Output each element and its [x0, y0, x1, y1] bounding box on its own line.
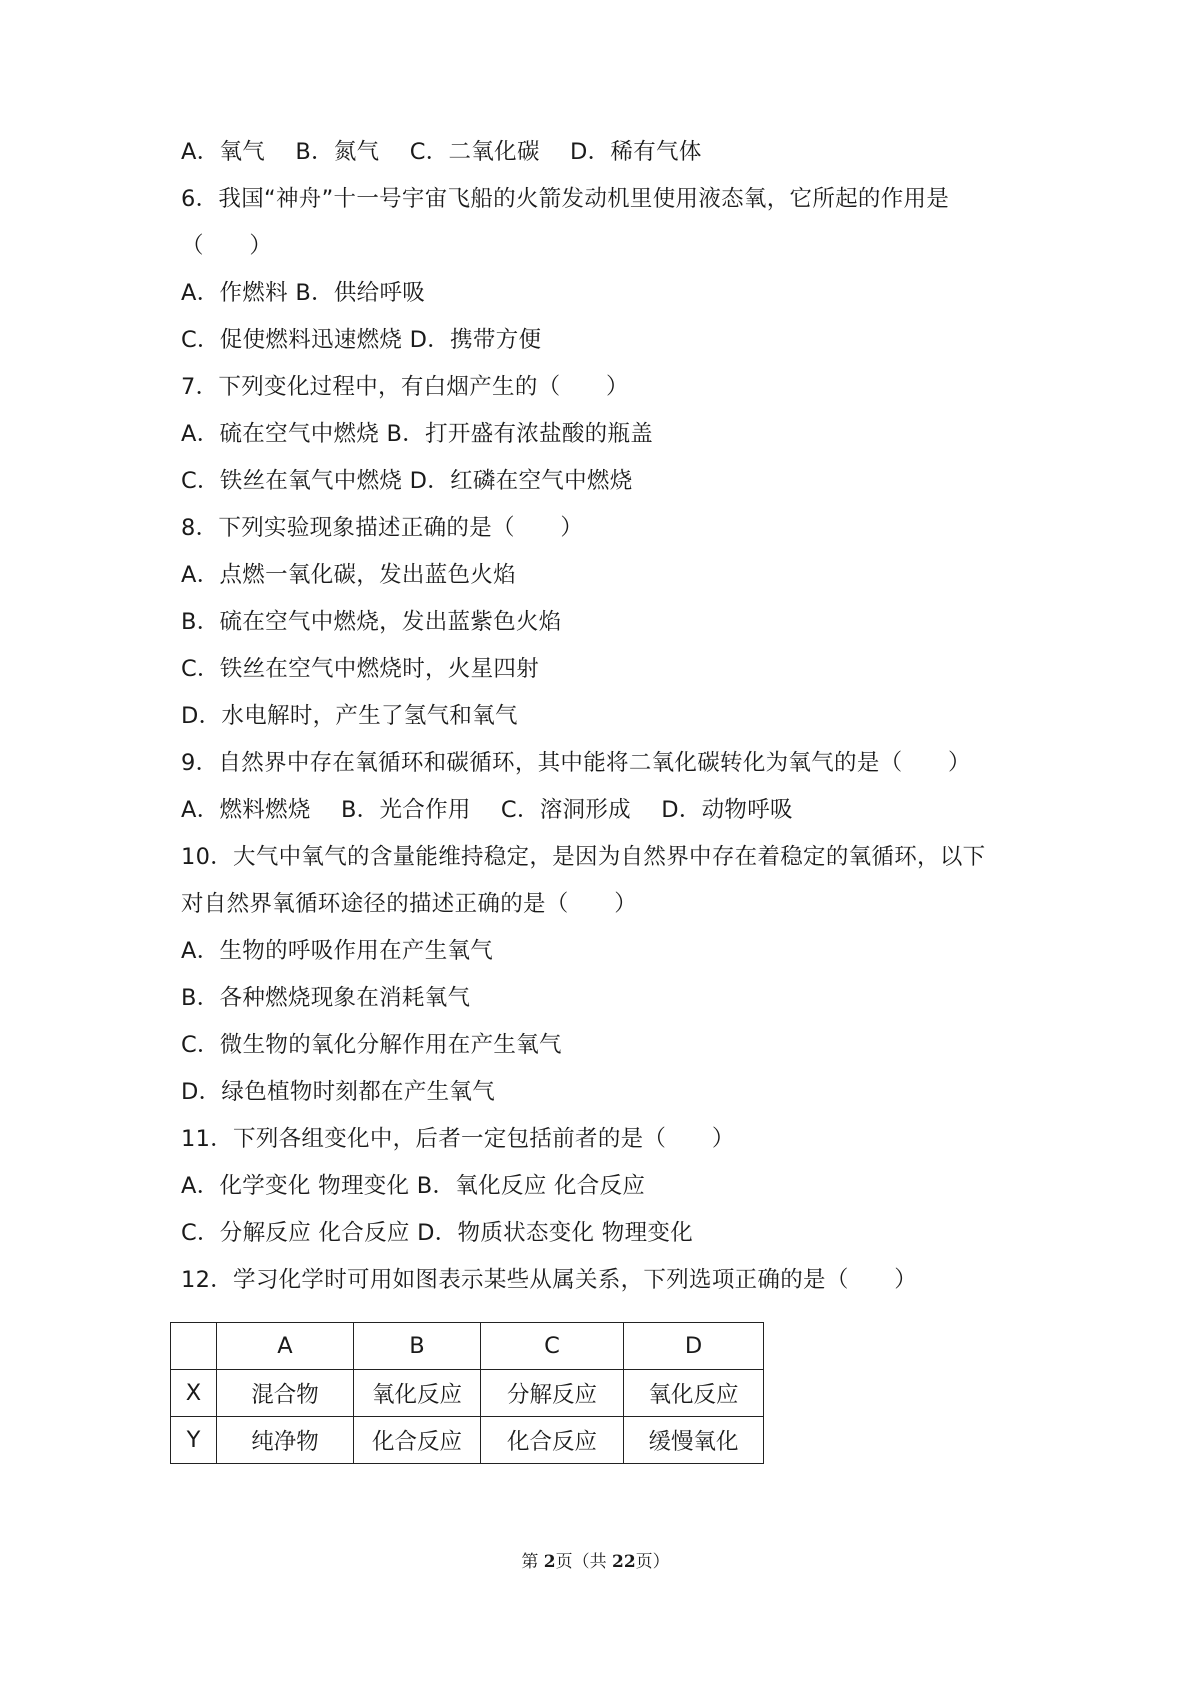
text-line: A．点燃一氧化碳，发出蓝色火焰: [181, 562, 516, 588]
text-line: A．化学变化 物理变化 B．氧化反应 化合反应: [181, 1173, 646, 1199]
footer-suffix: 页）: [635, 1552, 670, 1572]
table-cell: X: [171, 1370, 217, 1417]
footer-total-pages: 22: [611, 1552, 636, 1572]
table-cell: A: [217, 1323, 354, 1370]
text-line: C．微生物的氧化分解作用在产生氧气: [181, 1032, 562, 1058]
text-line: D．绿色植物时刻都在产生氧气: [181, 1079, 496, 1105]
table-cell: 化合反应: [354, 1417, 481, 1464]
text-line: A．燃料燃烧 B．光合作用 C．溶洞形成 D．动物呼吸: [181, 797, 793, 823]
text-line: 6．我国“神舟”十一号宇宙飞船的火箭发动机里使用液态氧，它所起的作用是: [181, 186, 950, 212]
page-footer: [0, 1547, 1191, 1572]
footer-page-number: 2: [543, 1552, 556, 1572]
text-line: A．硫在空气中燃烧 B．打开盛有浓盐酸的瓶盖: [181, 421, 654, 447]
table-cell: B: [354, 1323, 481, 1370]
text-line: C．分解反应 化合反应 D．物质状态变化 物理变化: [181, 1220, 693, 1246]
text-line: 8．下列实验现象描述正确的是（ ）: [181, 515, 584, 541]
text-line: A．生物的呼吸作用在产生氧气: [181, 938, 494, 964]
footer-prefix: 第: [521, 1552, 544, 1572]
text-line: 10．大气中氧气的含量能维持稳定，是因为自然界中存在着稳定的氧循环，以下: [181, 844, 986, 870]
table-cell: 混合物: [217, 1370, 354, 1417]
table-cell: 纯净物: [217, 1417, 354, 1464]
table-cell: D: [624, 1323, 764, 1370]
text-line: B．各种燃烧现象在消耗氧气: [181, 985, 471, 1011]
table-cell: [171, 1323, 217, 1370]
table-header-row: [171, 1323, 764, 1370]
text-line: 对自然界氧循环途径的描述正确的是（ ）: [181, 891, 638, 917]
answer-table: [170, 1322, 764, 1464]
text-line: 11．下列各组变化中，后者一定包括前者的是（ ）: [181, 1126, 735, 1152]
text-line: C．促使燃料迅速燃烧 D．携带方便: [181, 327, 542, 353]
table-row: [171, 1417, 764, 1464]
table-cell: C: [481, 1323, 624, 1370]
text-line: 12．学习化学时可用如图表示某些从属关系，下列选项正确的是（ ）: [181, 1267, 918, 1293]
table-cell: 氧化反应: [354, 1370, 481, 1417]
table-cell: 缓慢氧化: [624, 1417, 764, 1464]
text-line: D．水电解时，产生了氢气和氧气: [181, 703, 518, 729]
text-line: A．氧气 B．氮气 C．二氧化碳 D．稀有气体: [181, 139, 702, 165]
text-line: A．作燃料 B．供给呼吸: [181, 280, 426, 306]
text-line: （ ）: [181, 233, 273, 259]
table-cell: 氧化反应: [624, 1370, 764, 1417]
text-line: B．硫在空气中燃烧，发出蓝紫色火焰: [181, 609, 562, 635]
footer-middle: 页（共: [555, 1552, 612, 1572]
table-cell: 分解反应: [481, 1370, 624, 1417]
table-cell: Y: [171, 1417, 217, 1464]
table-cell: 化合反应: [481, 1417, 624, 1464]
table-row: [171, 1370, 764, 1417]
text-line: 9．自然界中存在氧循环和碳循环，其中能将二氧化碳转化为氧气的是（ ）: [181, 750, 971, 776]
text-line: C．铁丝在氧气中燃烧 D．红磷在空气中燃烧: [181, 468, 633, 494]
text-line: C．铁丝在空气中燃烧时，火星四射: [181, 656, 540, 682]
text-line: 7．下列变化过程中，有白烟产生的（ ）: [181, 374, 629, 400]
